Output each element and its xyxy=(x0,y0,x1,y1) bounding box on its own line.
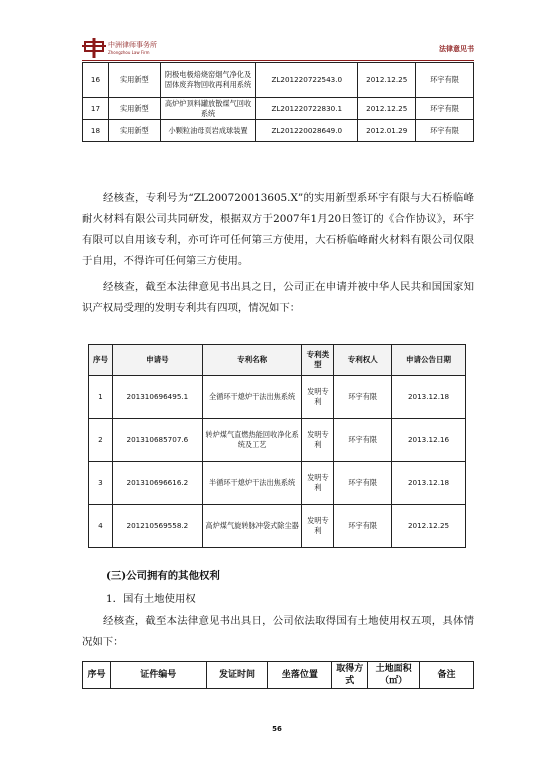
cell-no: 17 xyxy=(83,98,109,120)
header-remark: 备注 xyxy=(420,662,474,689)
cell-owner: 环宇有限 xyxy=(334,419,392,462)
header-location: 坐落位置 xyxy=(268,662,332,689)
cell-type: 实用新型 xyxy=(108,98,160,120)
cell-pub-date: 2012.12.25 xyxy=(392,505,466,548)
section-title: (三)公司拥有的其他权利 xyxy=(106,570,220,582)
header-no: 序号 xyxy=(89,345,113,376)
cell-type: 发明专利 xyxy=(302,419,334,462)
header-app-no: 申请号 xyxy=(112,345,202,376)
document-type: 法律意见书 xyxy=(439,45,474,53)
header-divider xyxy=(82,60,474,61)
subsection-title: 1．国有土地使用权 xyxy=(106,593,196,605)
cell-patent-no: ZL201220722543.0 xyxy=(256,63,358,98)
cell-name: 小颗粒油母页岩成球装置 xyxy=(160,120,256,142)
table-header-row xyxy=(83,662,474,689)
firm-name-en: Zhongzhou Law Firm xyxy=(108,50,150,55)
table-row xyxy=(83,63,474,98)
cell-date: 2012.12.25 xyxy=(358,63,416,98)
cell-pub-date: 2013.12.16 xyxy=(392,419,466,462)
cell-owner: 环宇有限 xyxy=(416,120,474,142)
cell-owner: 环宇有限 xyxy=(334,376,392,419)
header-name: 专利名称 xyxy=(202,345,302,376)
cell-type: 发明专利 xyxy=(302,376,334,419)
table-row xyxy=(89,376,466,419)
header-pub-date: 申请公告日期 xyxy=(392,345,466,376)
header-acquire: 取得方式 xyxy=(332,662,368,689)
cell-no: 3 xyxy=(89,462,113,505)
cell-type: 发明专利 xyxy=(302,505,334,548)
cell-type: 实用新型 xyxy=(108,63,160,98)
header-cert-no: 证件编号 xyxy=(110,662,206,689)
table-row xyxy=(83,120,474,142)
cell-no: 16 xyxy=(83,63,109,98)
paragraph-land-use: 经核查，截至本法律意见书出具日，公司依法取得国有土地使用权五项，具体情况如下： xyxy=(82,615,474,648)
utility-patent-table xyxy=(82,62,474,142)
pending-patent-table xyxy=(88,344,466,548)
cell-name: 高炉炉顶料罐放散煤气回收系统 xyxy=(160,98,256,120)
header-area: 土地面积（㎡） xyxy=(368,662,420,689)
cell-type: 发明专利 xyxy=(302,462,334,505)
table-header-row xyxy=(89,345,466,376)
firm-logo-icon xyxy=(82,38,106,58)
cell-pub-date: 2013.12.18 xyxy=(392,376,466,419)
cell-app-no: 201310696495.1 xyxy=(112,376,202,419)
header-owner: 专利权人 xyxy=(334,345,392,376)
cell-name: 全循环干熄炉干法出焦系统 xyxy=(202,376,302,419)
cell-no: 4 xyxy=(89,505,113,548)
cell-app-no: 201310685707.6 xyxy=(112,419,202,462)
cell-name: 半循环干熄炉干法出焦系统 xyxy=(202,462,302,505)
cell-app-no: 201310696616.2 xyxy=(112,462,202,505)
cell-owner: 环宇有限 xyxy=(416,98,474,120)
cell-app-no: 201210569558.2 xyxy=(112,505,202,548)
cell-date: 2012.01.29 xyxy=(358,120,416,142)
table-row xyxy=(89,505,466,548)
cell-type: 实用新型 xyxy=(108,120,160,142)
land-use-table xyxy=(82,661,474,689)
cell-date: 2012.12.25 xyxy=(358,98,416,120)
cell-pub-date: 2013.12.18 xyxy=(392,462,466,505)
cell-name: 高炉煤气旋转脉冲袋式除尘器 xyxy=(202,505,302,548)
page-header xyxy=(82,38,474,60)
cell-owner: 环宇有限 xyxy=(416,63,474,98)
cell-no: 18 xyxy=(83,120,109,142)
cell-owner: 环宇有限 xyxy=(334,462,392,505)
cell-no: 2 xyxy=(89,419,113,462)
paragraph-pending-patents: 经核查，截至本法律意见书出具之日，公司正在申请并被中华人民共和国国家知识产权局受理的发明专利共有四项，情况如下： xyxy=(82,281,474,314)
table-row xyxy=(83,98,474,120)
header-issue-date: 发证时间 xyxy=(206,662,268,689)
cell-no: 1 xyxy=(89,376,113,419)
paragraph-joint-development: 经核查，专利号为“ZL200720013605.X”的实用新型系环宇有限与大石桥临峰耐火材料有限公司共同研发，根据双方于2007年1月20日签订的《合作协议》，环宇有限可以自用该专利，亦可许可任何第三方使用，大石桥临峰耐火材料有限公司仅限于自用，不得许可任何第三方使用。 xyxy=(82,192,474,267)
table-row xyxy=(89,462,466,505)
cell-name: 阴极电极焙烧窑烟气净化及固体废弃物回收再利用系统 xyxy=(160,63,256,98)
firm-name: 中洲律师事务所 xyxy=(108,41,157,49)
page-number: 56 xyxy=(272,725,282,733)
table-row xyxy=(89,419,466,462)
cell-patent-no: ZL201220028649.0 xyxy=(256,120,358,142)
header-no: 序号 xyxy=(83,662,111,689)
header-type: 专利类型 xyxy=(302,345,334,376)
cell-patent-no: ZL201220722830.1 xyxy=(256,98,358,120)
cell-owner: 环宇有限 xyxy=(334,505,392,548)
cell-name: 转炉煤气直燃热能回收净化系统及工艺 xyxy=(202,419,302,462)
